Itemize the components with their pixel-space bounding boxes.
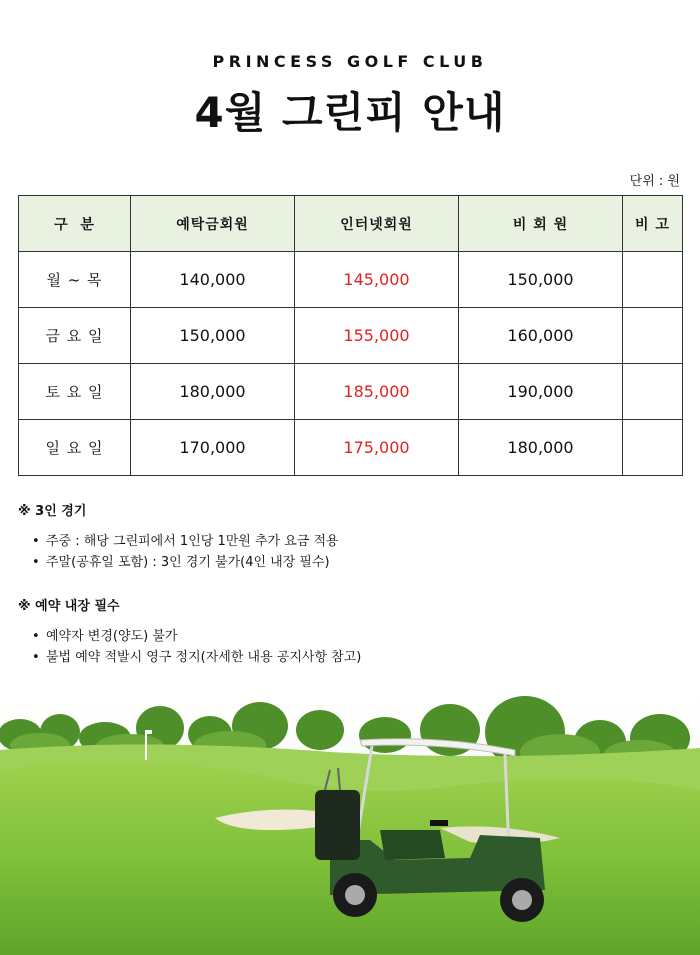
note-list	[32, 531, 682, 573]
bullet-icon: •	[32, 650, 40, 665]
row-label: 일 요 일	[19, 420, 131, 476]
flag	[146, 730, 152, 734]
table-row	[19, 252, 683, 308]
internet-price: 145,000	[295, 252, 459, 308]
list-item	[32, 626, 682, 647]
bullet-icon: •	[32, 629, 40, 644]
note-heading-three-player: ※ 3인 경기	[18, 504, 87, 519]
list-item	[32, 647, 682, 668]
club-name: PRINCESS GOLF CLUB	[212, 52, 488, 71]
table-header-row	[19, 196, 683, 252]
golf-course-illustration	[0, 690, 700, 955]
note-text: 주말(공휴일 포함) : 3인 경기 불가(4인 내장 필수)	[46, 555, 330, 570]
nonmember-price: 180,000	[459, 420, 623, 476]
note-heading-reservation: ※ 예약 내장 필수	[18, 599, 120, 614]
internet-price: 185,000	[295, 364, 459, 420]
nonmember-price: 160,000	[459, 308, 623, 364]
remarks-cell	[623, 252, 683, 308]
list-item	[32, 531, 682, 552]
bullet-icon: •	[32, 555, 40, 570]
header-internet-member: 인터넷회원	[295, 196, 459, 252]
internet-price: 175,000	[295, 420, 459, 476]
bullet-icon: •	[32, 534, 40, 549]
header-deposit-member: 예탁금회원	[131, 196, 295, 252]
note-text: 예약자 변경(양도) 불가	[46, 629, 178, 644]
remarks-cell	[623, 308, 683, 364]
deposit-price: 180,000	[131, 364, 295, 420]
deposit-price: 170,000	[131, 420, 295, 476]
note-list	[32, 626, 682, 668]
golf-bag	[315, 790, 360, 860]
list-item	[32, 552, 682, 573]
note-text: 주중 : 해당 그린피에서 1인당 1만원 추가 요금 적용	[46, 534, 339, 549]
nonmember-price: 190,000	[459, 364, 623, 420]
remarks-cell	[623, 420, 683, 476]
table-row	[19, 420, 683, 476]
table-row	[19, 308, 683, 364]
remarks-cell	[623, 364, 683, 420]
unit-label: 단위 : 원	[629, 174, 680, 189]
page-title: 4월 그린피 안내	[194, 88, 506, 137]
header-category: 구 분	[19, 196, 131, 252]
note-text: 불법 예약 적발시 영구 정지(자세한 내용 공지사항 참고)	[46, 650, 362, 665]
header-remarks: 비 고	[623, 196, 683, 252]
nonmember-price: 150,000	[459, 252, 623, 308]
row-label: 월 ~ 목	[19, 252, 131, 308]
deposit-price: 150,000	[131, 308, 295, 364]
row-label: 토 요 일	[19, 364, 131, 420]
deposit-price: 140,000	[131, 252, 295, 308]
table-row	[19, 364, 683, 420]
header-non-member: 비 회 원	[459, 196, 623, 252]
row-label: 금 요 일	[19, 308, 131, 364]
notes-section	[18, 500, 682, 690]
internet-price: 155,000	[295, 308, 459, 364]
green-fee-table	[18, 195, 683, 476]
